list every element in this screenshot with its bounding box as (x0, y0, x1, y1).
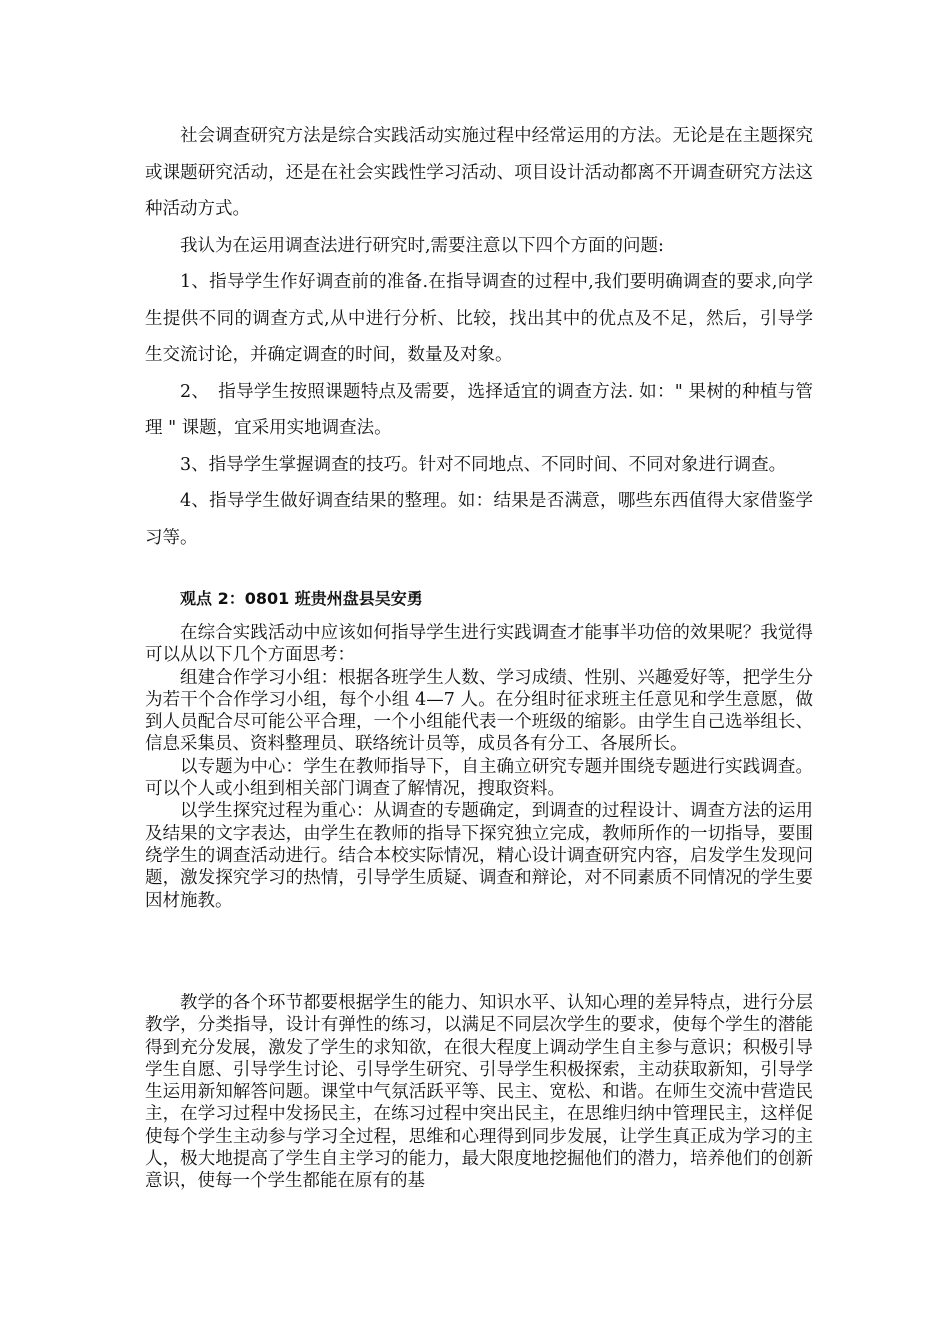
section-3-body (145, 992, 813, 1193)
paragraph-topic-center: 以专题为中心：学生在教师指导下，自主确立研究专题并围绕专题进行实践调查。可以个人或小组到相关部门调查了解情况，搜取资料。 (145, 756, 813, 800)
paragraph-lead-in: 我认为在运用调查法进行研究时,需要注意以下四个方面的问题: (180, 235, 664, 256)
paragraph-process-focus: 以学生探究过程为重心：从调查的专题确定，到调查的过程设计、调查方法的运用及结果的文字表达，由学生在教师的指导下探究独立完成，教师所作的一切指导，要围绕学生的调查活动进行。结合本校实际情况，精心设计调查研究内容，启发学生发现问题，激发探究学习的热情，引导学生质疑、调查和辩论，对不同素质不同情况的学生要因材施教。 (145, 801, 813, 911)
section-2-body (145, 622, 813, 912)
paragraph-point-1: 1、指导学生作好调查前的准备.在指导调查的过程中,我们要明确调查的要求,向学生提供不同的调查方式,从中进行分析、比较，找出其中的优点及不足，然后，引导学生交流讨论，并确定调查的时间，数量及对象。 (145, 272, 813, 365)
paragraph-point-2: 2、 指导学生按照课题特点及需要，选择适宜的调查方法. 如：" 果树的种植与管理 " 课题，宜采用实地调查法。 (145, 381, 813, 438)
section-1-body (145, 118, 813, 556)
paragraph-groups: 组建合作学习小组：根据各班学生人数、学习成绩、性别、兴趣爱好等，把学生分为若干个合作学习小组，每个小组 4—7 人。在分组时征求班主任意见和学生意愿，做到人员配合尽可能公平合理，一个小组能代表一个班级的缩影。由学生自己选举组长、信息采集员、资料整理员、联络统计员等，成员各有分工、各展所长。 (145, 667, 813, 755)
paragraph-question: 在综合实践活动中应该如何指导学生进行实践调查才能事半功倍的效果呢？我觉得可以从以下几个方面思考： (145, 623, 813, 666)
section-2-heading: 观点 2：0801 班贵州盘县吴安勇 (180, 589, 423, 608)
paragraph-teaching: 教学的各个环节都要根据学生的能力、知识水平、认知心理的差异特点，进行分层教学，分类指导，设计有弹性的练习，以满足不同层次学生的要求，使每个学生的潜能得到充分发展，激发了学生的求知欲，在很大程度上调动学生自主参与意识；积极引导学生自愿、引导学生讨论、引导学生研究、引导学生积极探索，主动获取新知，引导学生运用新知解答问题。课堂中气氛活跃平等、民主、宽松、和谐。在师生交流中营造民主，在学习过程中发扬民主，在练习过程中突出民主，在思维归纳中管理民主，这样促使每个学生主动参与学习全过程，思维和心理得到同步发展，让学生真正成为学习的主人，极大地提高了学生自主学习的能力，最大限度地挖掘他们的潜力，培养他们的创新意识，使每一个学生都能在原有的基 (145, 993, 813, 1192)
paragraph-point-3: 3、指导学生掌握调查的技巧。针对不同地点、不同时间、不同对象进行调查。 (180, 454, 787, 475)
paragraph-point-4: 4、指导学生做好调查结果的整理。如：结果是否满意，哪些东西值得大家借鉴学习等。 (145, 491, 813, 548)
paragraph-intro: 社会调查研究方法是综合实践活动实施过程中经常运用的方法。无论是在主题探究或课题研究活动，还是在社会实践性学习活动、项目设计活动都离不开调查研究方法这种活动方式。 (145, 126, 813, 219)
